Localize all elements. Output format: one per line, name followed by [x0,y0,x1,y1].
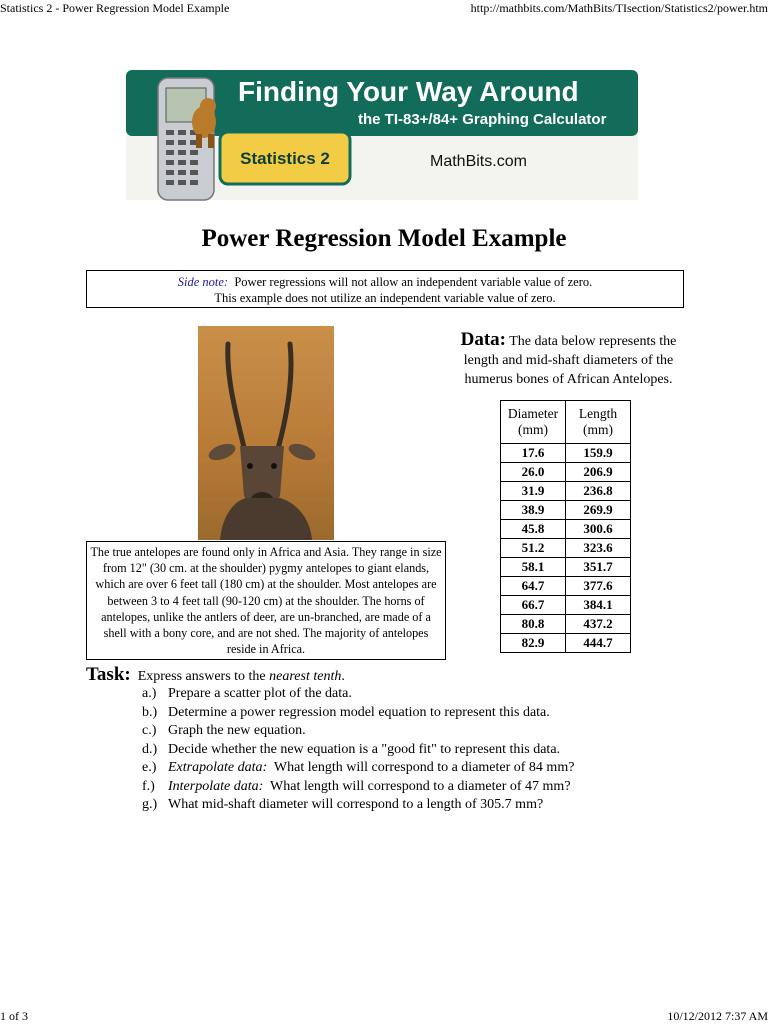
diameter-cell: 80.8 [501,615,566,634]
data-table [500,400,631,653]
side-note-line2: This example does not utilize an independent variable value of zero. [214,291,556,305]
mathbits-banner [120,62,642,202]
diameter-cell: 66.7 [501,596,566,615]
diameter-cell: 26.0 [501,463,566,482]
task-item: a.) Prepare a scatter plot of the data. [142,686,352,701]
diameter-cell: 58.1 [501,558,566,577]
task-item: f.) Interpolate data: What length will correspond to a diameter of 47 mm? [142,778,571,794]
length-cell: 206.9 [566,463,631,482]
task-item: e.) Extrapolate data: What length will correspond to a diameter of 84 mm? [142,760,575,775]
diameter-cell: 51.2 [501,539,566,558]
table-row [501,482,631,501]
length-cell: 300.6 [566,520,631,539]
table-row [501,596,631,615]
diameter-cell: 17.6 [501,444,566,463]
task-list [142,685,574,815]
diameter-cell: 64.7 [501,577,566,596]
table-row [501,577,631,596]
diameter-cell: 31.9 [501,482,566,501]
header-url[interactable]: http://mathbits.com/MathBits/TIsection/Statistics2/power.htm [470,1,768,15]
side-note-label: Side note: [177,275,229,289]
banner-line2: the TI-83+/84+ Graphing Calculator [358,111,607,128]
task-item: c.) Graph the new equation. [142,723,306,738]
page-title: Power Regression Model Example [201,225,567,252]
data-intro [446,330,691,389]
antelope-photo [198,326,334,540]
print-datetime: 10/12/2012 7:37 AM [667,1009,768,1023]
data-text: The data below represents the length and mid-shaft diameters of the humerus bones of African Antelopes. [463,334,677,387]
length-cell: 269.9 [566,501,631,520]
length-cell: 159.9 [566,444,631,463]
task-item: g.) What mid-shaft diameter will correspond to a length of 305.7 mm? [142,797,544,812]
task-intro: Task: Express answers to the nearest tenth. [86,664,345,685]
table-row [501,539,631,558]
banner-badge: Statistics 2 [240,149,330,168]
diameter-cell: 82.9 [501,634,566,653]
table-row [501,615,631,634]
table-row [501,444,631,463]
banner-line1: Finding Your Way Around [238,76,579,107]
task-item: d.) Decide whether the new equation is a "good fit" to represent this data. [142,741,561,757]
length-cell: 323.6 [566,539,631,558]
task-item: b.) Determine a power regression model equation to represent this data. [142,704,550,720]
page-number: 1 of 3 [0,1009,28,1023]
table-row [501,501,631,520]
length-cell: 444.7 [566,634,631,653]
table-row [501,463,631,482]
length-cell: 236.8 [566,482,631,501]
header-title: Statistics 2 - Power Regression Model Example [0,1,230,15]
side-note [86,270,684,308]
task-label: Task: [86,664,131,685]
calculator-icon [158,78,214,200]
side-note-line1: Power regressions will not allow an independent variable value of zero. [234,275,593,289]
data-label: Data: [460,329,506,350]
diameter-cell: 38.9 [501,501,566,520]
table-row [501,634,631,653]
diameter-cell: 45.8 [501,520,566,539]
table-row [501,558,631,577]
length-cell: 437.2 [566,615,631,634]
table-header: Diameter (mm) [501,401,566,444]
length-cell: 384.1 [566,596,631,615]
antelope-caption: The true antelopes are found only in Africa and Asia. They range in size from 12" (30 cm. at the shoulder) pygmy antelopes to giant elands, which are over 6 feet tall (180 cm) at the shoulder. Most antelopes are between 3 to 4 feet tall (90-120 cm) at the shoulder. The horns of antelopes, unlike the antlers of deer, are un-branched, are made of a shell with a bony core, and are not shed. The majority of antelopes reside in Africa. [86,541,446,660]
table-row [501,520,631,539]
length-cell: 351.7 [566,558,631,577]
banner-site: MathBits.com [430,153,527,170]
table-header: Length (mm) [566,401,631,444]
length-cell: 377.6 [566,577,631,596]
